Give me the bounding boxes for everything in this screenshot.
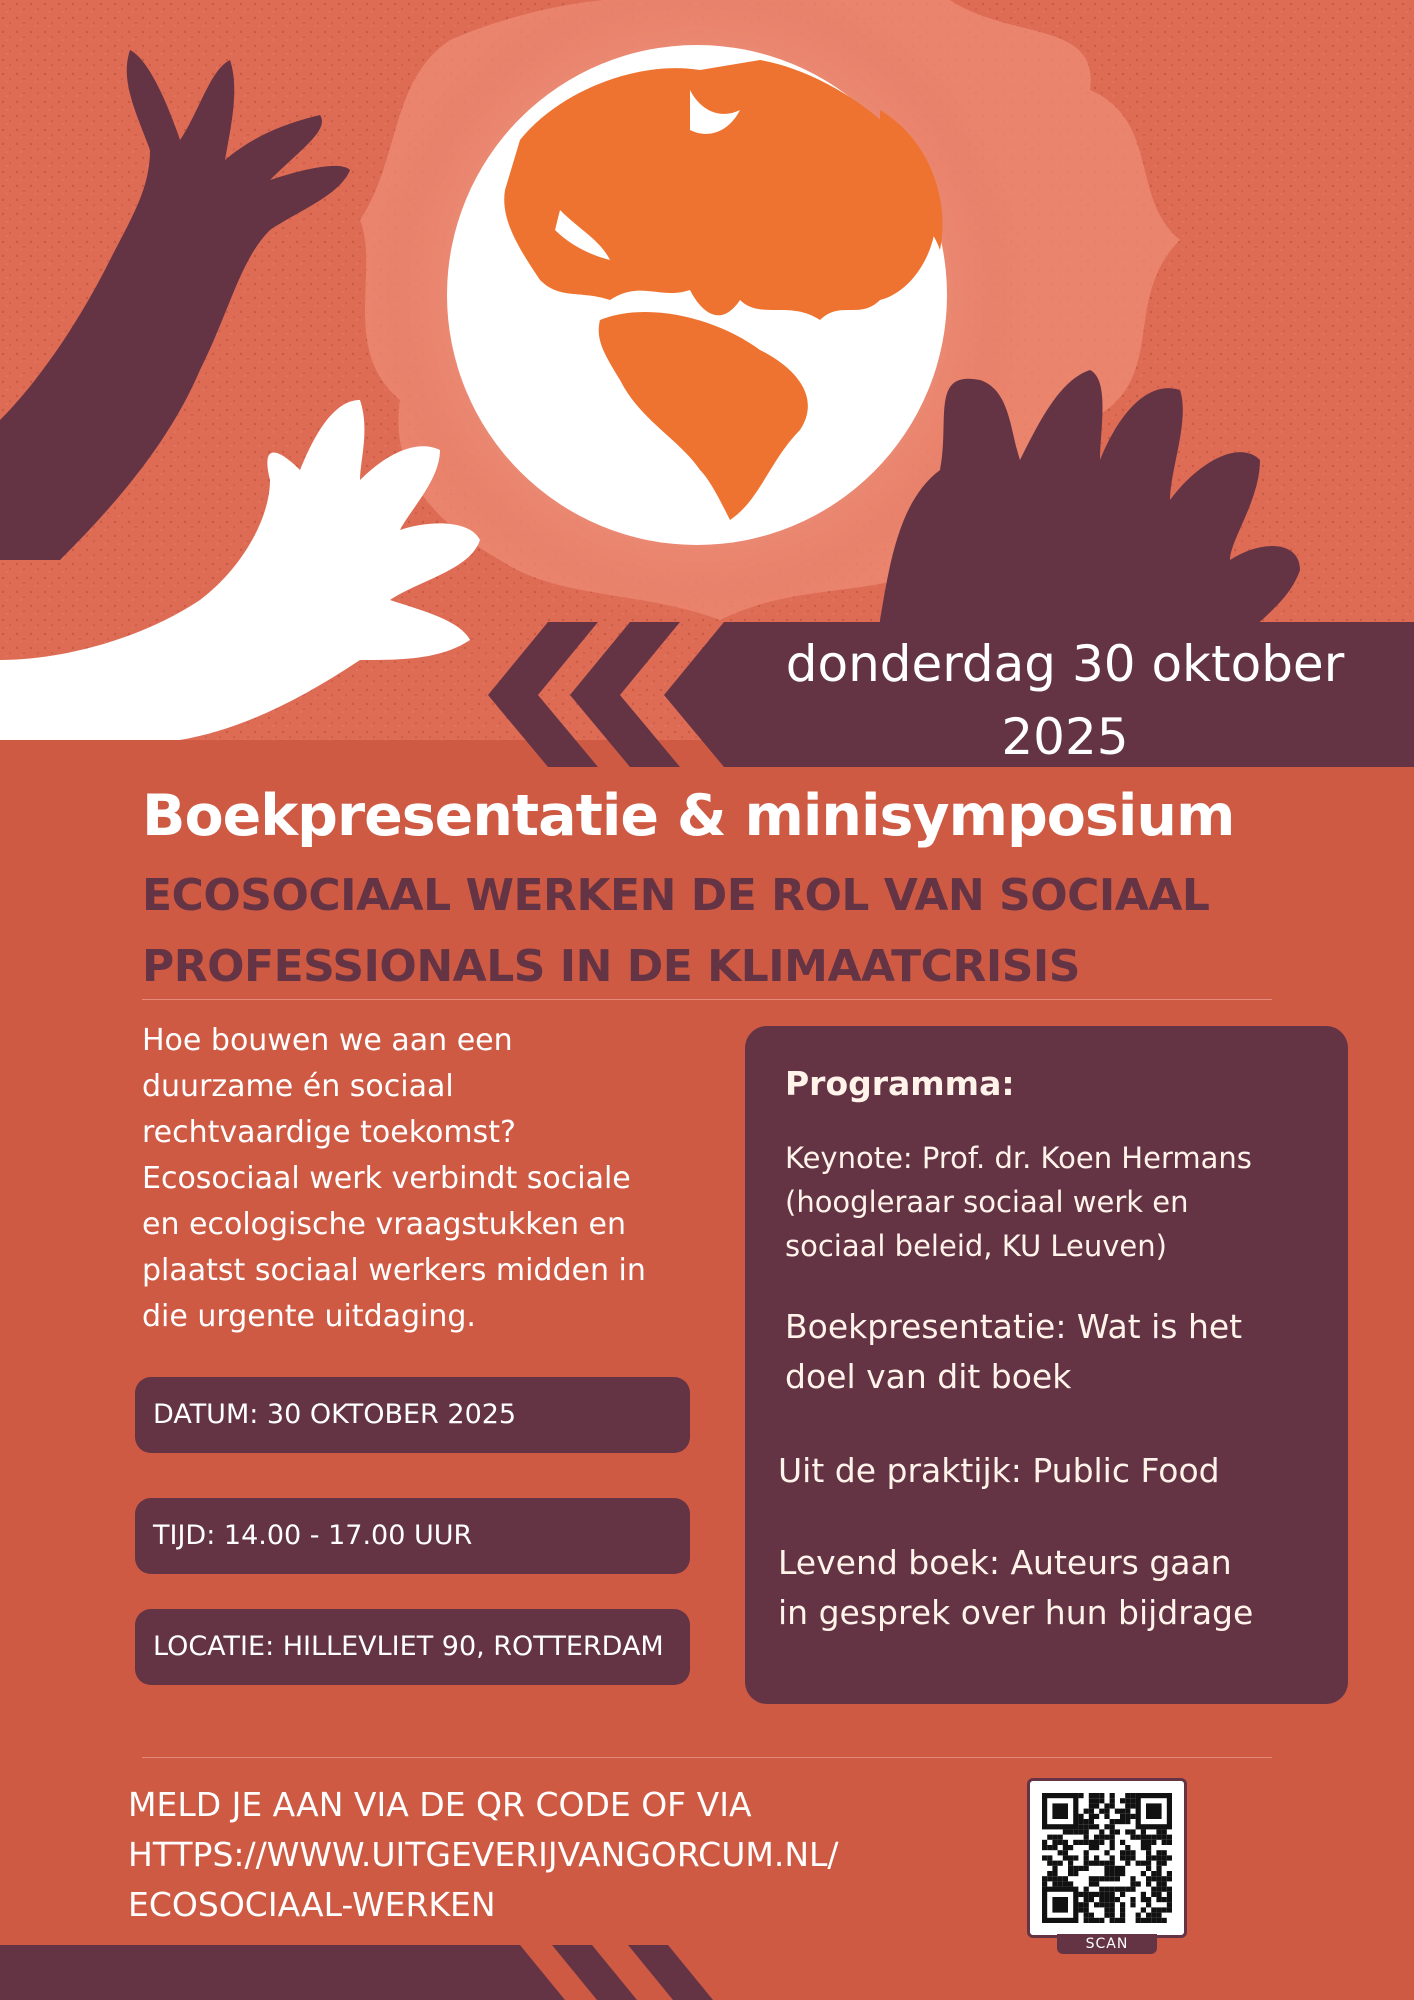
- intro-line: Ecosociaal werk verbindt sociale: [142, 1161, 631, 1196]
- divider: [142, 999, 1272, 1000]
- date-line-2: 2025: [1001, 708, 1129, 766]
- bottom-band: [0, 1945, 1414, 2000]
- time-pill: TIJD: 14.00 - 17.00 UUR: [135, 1498, 690, 1574]
- program-line: Uit de praktijk: Public Food: [778, 1451, 1220, 1490]
- registration-url[interactable]: HTTPS://WWW.UITGEVERIJVANGORCUM.NL/: [128, 1835, 839, 1874]
- intro-line: en ecologische vraagstukken en: [142, 1207, 626, 1242]
- divider: [142, 1757, 1272, 1758]
- intro-text: [142, 1018, 722, 1340]
- cta-line: MELD JE AAN VIA DE QR CODE OF VIA: [128, 1785, 752, 1824]
- intro-line: duurzame én sociaal: [142, 1069, 454, 1104]
- book-subtitle: [142, 860, 1342, 1002]
- program-item-book: [785, 1302, 1242, 1402]
- subtitle-line-2: PROFESSIONALS IN DE KLIMAATCRISIS: [142, 941, 1080, 992]
- page-title: Boekpresentatie & minisymposium: [142, 783, 1235, 849]
- program-item-living-book: [778, 1538, 1253, 1638]
- event-date-banner: [720, 628, 1410, 774]
- program-line: (hoogleraar sociaal werk en: [785, 1185, 1189, 1219]
- program-line: Levend boek: Auteurs gaan: [778, 1543, 1232, 1582]
- program-line: sociaal beleid, KU Leuven): [785, 1229, 1167, 1263]
- program-box: [745, 1026, 1348, 1704]
- program-item-keynote: [785, 1136, 1252, 1268]
- qr-code-icon: [1030, 1781, 1184, 1935]
- program-item-practice: [778, 1446, 1220, 1496]
- intro-line: Hoe bouwen we aan een: [142, 1023, 513, 1058]
- chevron-left-icon: [570, 622, 680, 767]
- date-pill: DATUM: 30 OKTOBER 2025: [135, 1377, 690, 1453]
- registration-url-cont[interactable]: ECOSOCIAAL-WERKEN: [128, 1885, 496, 1924]
- registration-text: [128, 1780, 876, 1930]
- program-line: in gesprek over hun bijdrage: [778, 1593, 1254, 1632]
- intro-line: plaatst sociaal werkers midden in: [142, 1253, 646, 1288]
- program-line: Boekpresentatie: Wat is het: [785, 1307, 1243, 1346]
- date-line-1: donderdag 30 oktober: [785, 635, 1345, 693]
- qr-scan-label: SCAN: [1057, 1934, 1157, 1954]
- program-line: Keynote: Prof. dr. Koen Hermans: [785, 1141, 1252, 1175]
- intro-line: rechtvaardige toekomst?: [142, 1115, 516, 1150]
- qr-code[interactable]: [1027, 1778, 1187, 1956]
- program-heading: Programma:: [785, 1064, 1015, 1103]
- location-pill: LOCATIE: HILLEVLIET 90, ROTTERDAM: [135, 1609, 690, 1685]
- globe-icon: [447, 45, 947, 545]
- program-line: doel van dit boek: [785, 1357, 1072, 1396]
- intro-line: die urgente uitdaging.: [142, 1299, 476, 1334]
- subtitle-line-1: ECOSOCIAAL WERKEN DE ROL VAN SOCIAAL: [142, 870, 1210, 921]
- qr-frame: [1027, 1778, 1187, 1938]
